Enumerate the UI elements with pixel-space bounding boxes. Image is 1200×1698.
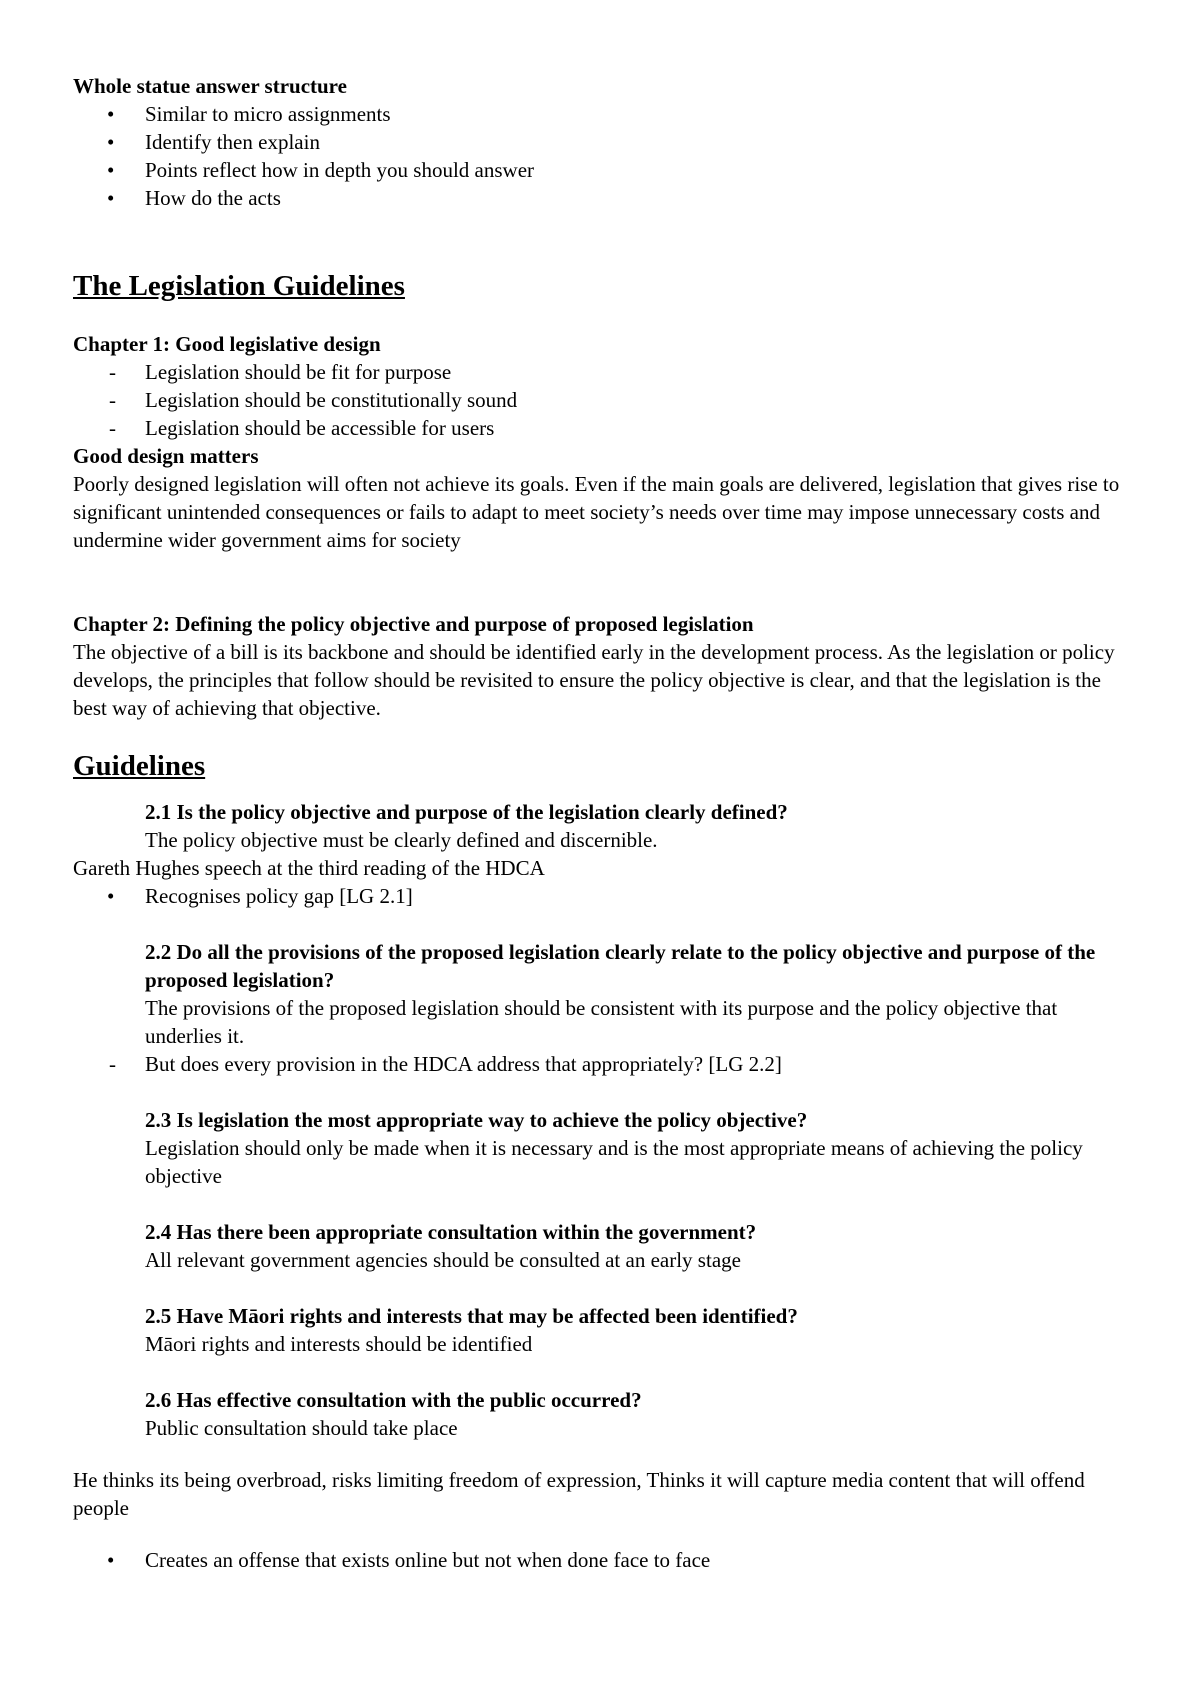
guideline-text: The provisions of the proposed legislation should be consistent with its purpose and the policy objective that underlies it. (145, 996, 1058, 1048)
guideline-question: 2.1 Is the policy objective and purpose of the legislation clearly defined? (145, 800, 788, 824)
list-item: • Recognises policy gap [LG 2.1] (107, 884, 413, 908)
guidelines-title: Guidelines (73, 750, 206, 782)
bullet-icon: • (107, 884, 115, 908)
dash-list (73, 358, 1133, 442)
guideline-question: 2.3 Is legislation the most appropriate way to achieve the policy objective? (145, 1108, 808, 1132)
list-item: • How do the acts (107, 186, 281, 210)
bullet-icon: • (107, 130, 115, 154)
list-item: - Legislation should be fit for purpose (109, 360, 452, 384)
paragraph: Poorly designed legislation will often not achieve its goals. Even if the main goals are delivered, legislation that gives rise to significant unintended consequences or fails to adapt to meet society’s needs over time may impose unnecessary costs and undermine wider government aims for society (73, 472, 1120, 552)
bullet-icon: • (107, 158, 115, 182)
bullet-icon: • (107, 186, 115, 210)
guideline-question: 2.2 Do all the provisions of the proposed legislation clearly relate to the policy objective and purpose of the proposed legislation? (145, 940, 1096, 992)
guideline-question: 2.6 Has effective consultation with the public occurred? (145, 1388, 642, 1412)
list-item: • Identify then explain (107, 130, 320, 154)
document-page (73, 72, 1133, 1574)
list-item: - Legislation should be constitutionally sound (109, 388, 518, 412)
list-item: • Creates an offense that exists online but not when done face to face (107, 1548, 711, 1572)
bullet-icon: • (107, 1548, 115, 1572)
dash-icon: - (109, 360, 116, 384)
bullet-list (73, 882, 1133, 910)
chapter-1-heading: Chapter 1: Good legislative design (73, 332, 381, 356)
bullet-list (73, 1546, 1133, 1574)
section-heading: Whole statue answer structure (73, 74, 347, 98)
dash-icon: - (109, 416, 116, 440)
guideline-text: Māori rights and interests should be identified (145, 1332, 533, 1356)
guideline-text: The policy objective must be clearly defined and discernible. (145, 828, 658, 852)
subheading: Good design matters (73, 444, 259, 468)
list-item: - Legislation should be accessible for users (109, 416, 495, 440)
note-text: Gareth Hughes speech at the third reading of the HDCA (73, 856, 545, 880)
paragraph: The objective of a bill is its backbone and should be identified early in the development process. As the legislation or policy develops, the principles that follow should be revisited to ensure the policy objective is clear, and that the legislation is the best way of achieving that objective. (73, 640, 1115, 720)
bullet-icon: • (107, 102, 115, 126)
page-title: The Legislation Guidelines (73, 270, 405, 302)
guideline-text: All relevant government agencies should be consulted at an early stage (145, 1248, 741, 1272)
dash-list (73, 1050, 1133, 1078)
guideline-text: Public consultation should take place (145, 1416, 458, 1440)
list-item: • Points reflect how in depth you should answer (107, 158, 535, 182)
dash-icon: - (109, 1052, 116, 1076)
dash-icon: - (109, 388, 116, 412)
paragraph: He thinks its being overbroad, risks limiting freedom of expression, Thinks it will capture media content that will offend people (73, 1468, 1085, 1520)
list-item: - But does every provision in the HDCA address that appropriately? [LG 2.2] (109, 1052, 782, 1076)
chapter-2-heading: Chapter 2: Defining the policy objective and purpose of proposed legislation (73, 612, 754, 636)
bullet-list (73, 100, 1133, 212)
guideline-text: Legislation should only be made when it is necessary and is the most appropriate means of achieving the policy objective (145, 1136, 1083, 1188)
guideline-question: 2.4 Has there been appropriate consultation within the government? (145, 1220, 757, 1244)
guideline-question: 2.5 Have Māori rights and interests that may be affected been identified? (145, 1304, 798, 1328)
list-item: • Similar to micro assignments (107, 102, 391, 126)
